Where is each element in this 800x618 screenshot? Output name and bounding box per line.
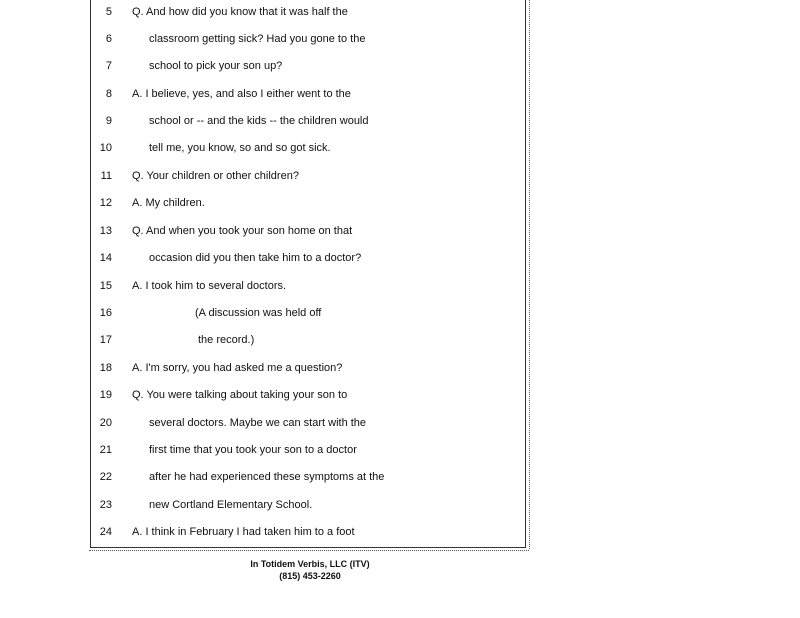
line-number: 7 — [105, 60, 112, 72]
line-number: 23 — [99, 499, 112, 511]
transcript-line — [0, 413, 520, 433]
transcript-line — [0, 440, 520, 460]
transcript-line — [0, 330, 520, 350]
line-number: 10 — [99, 142, 112, 154]
line-number: 6 — [105, 33, 112, 45]
line-number: 14 — [99, 252, 112, 264]
transcript-line — [0, 358, 520, 378]
line-text: A. I think in February I had taken him to a foot — [132, 526, 355, 538]
line-text: first time that you took your son to a doctor — [149, 444, 357, 456]
transcript-line — [0, 84, 520, 104]
line-number: 20 — [99, 417, 112, 429]
line-text: Q. You were talking about taking your son to — [132, 389, 348, 401]
transcript-line — [0, 193, 520, 213]
line-number: 8 — [105, 88, 112, 100]
footer-company: In Totidem Verbis, LLC (ITV) — [250, 559, 370, 569]
line-number: 18 — [99, 362, 112, 374]
line-text: A. My children. — [132, 197, 205, 209]
transcript-line — [0, 221, 520, 241]
line-number: 21 — [99, 444, 112, 456]
line-number: 15 — [99, 280, 112, 292]
transcript-line — [0, 385, 520, 405]
line-number: 5 — [105, 6, 112, 18]
line-number: 22 — [99, 471, 112, 483]
footer-phone: (815) 453-2260 — [279, 571, 341, 581]
transcript-line — [0, 276, 520, 296]
line-number: 17 — [99, 334, 112, 346]
transcript-line — [0, 495, 520, 515]
line-text: new Cortland Elementary School. — [149, 499, 313, 511]
transcript-line — [0, 303, 520, 323]
line-text: occasion did you then take him to a doctor? — [149, 252, 362, 264]
line-number: 19 — [99, 389, 112, 401]
line-text: classroom getting sick? Had you gone to the — [149, 33, 366, 45]
transcript-line — [0, 2, 520, 22]
line-text: after he had experienced these symptoms at the — [149, 471, 385, 483]
line-text: school or -- and the kids -- the children would — [149, 115, 369, 127]
transcript-line — [0, 467, 520, 487]
transcript-line — [0, 56, 520, 76]
line-text: A. I took him to several doctors. — [132, 280, 287, 292]
line-text: tell me, you know, so and so got sick. — [149, 142, 331, 154]
line-text: A. I believe, yes, and also I either went to the — [132, 88, 351, 100]
transcript-line — [0, 138, 520, 158]
line-text: several doctors. Maybe we can start with the — [149, 417, 367, 429]
line-number: 11 — [100, 170, 112, 182]
transcript-line — [0, 111, 520, 131]
line-text: A. I'm sorry, you had asked me a question? — [132, 362, 343, 374]
line-text: the record.) — [198, 334, 255, 346]
line-number: 13 — [99, 225, 112, 237]
transcript-line — [0, 166, 520, 186]
line-number: 16 — [99, 307, 112, 319]
line-number: 12 — [99, 197, 112, 209]
line-number: 24 — [99, 526, 112, 538]
line-text: school to pick your son up? — [149, 60, 283, 72]
line-text: (A discussion was held off — [195, 307, 322, 319]
transcript-line — [0, 29, 520, 49]
line-text: Q. Your children or other children? — [132, 170, 299, 182]
line-text: Q. And how did you know that it was half the — [132, 6, 348, 18]
transcript-line — [0, 522, 520, 542]
line-text: Q. And when you took your son home on that — [132, 225, 353, 237]
line-number: 9 — [105, 115, 112, 127]
transcript-page-frame — [90, 0, 526, 548]
transcript-line — [0, 248, 520, 268]
